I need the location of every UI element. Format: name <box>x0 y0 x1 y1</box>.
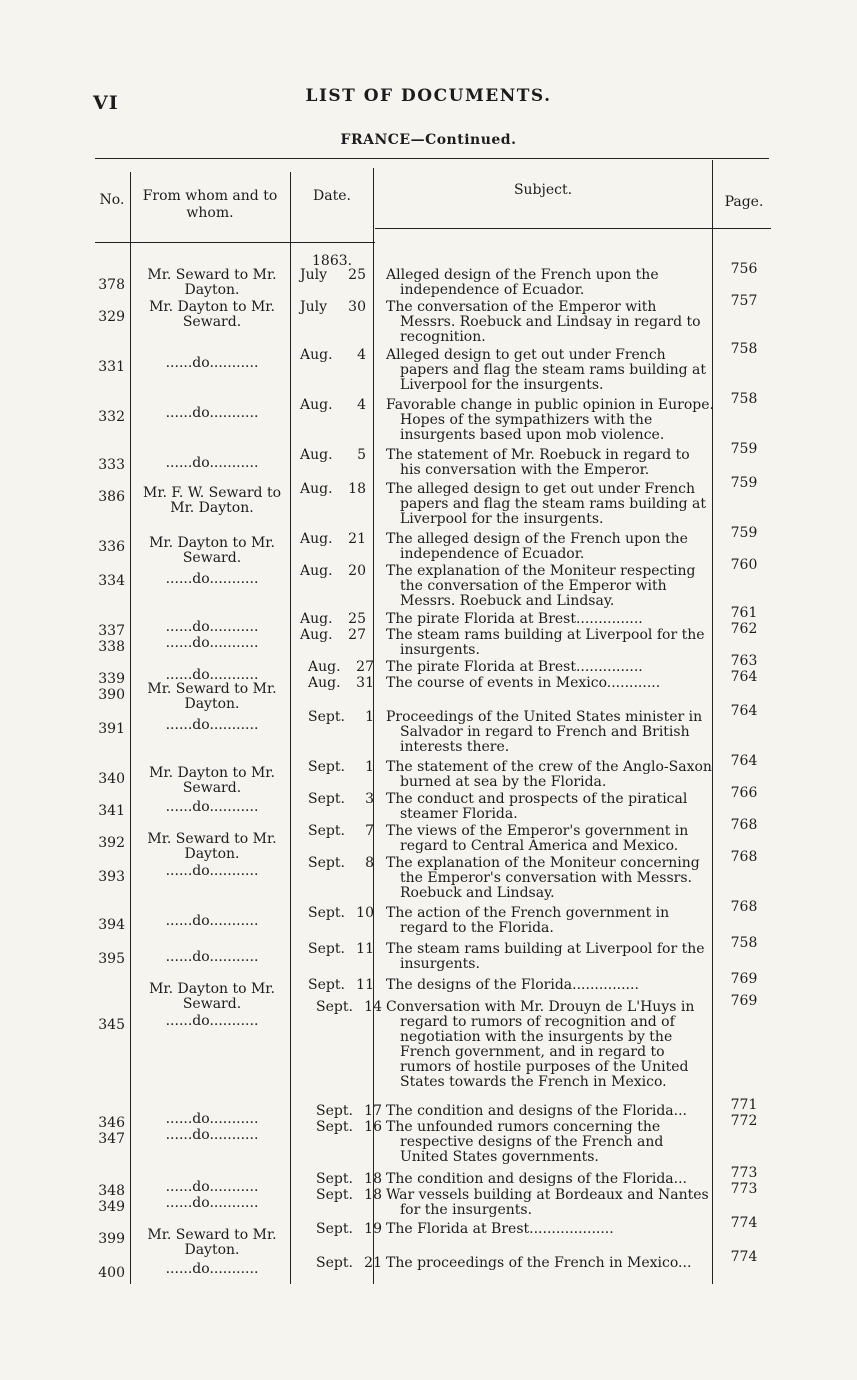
row-subject: The steam rams building at Liverpool for the insurgents. <box>386 627 705 658</box>
row-date <box>300 482 380 497</box>
row-subject: Favorable change in public opinion in Europe. Hopes of the sympathizers with the insurgents based upon mob violence. <box>386 397 714 443</box>
row-date-month: Aug. <box>300 447 333 463</box>
row-subject: Conversation with Mr. Drouyn de L'Huys in regard to rumors of recognition and of negotiation with the insurgents by the French government, and in regard to rumors of hostile purposes of the United States towards the French in Mexico. <box>386 999 695 1090</box>
row-from-whom: ......do........... <box>165 635 259 651</box>
row-date-month: Sept. <box>308 823 345 839</box>
row-subject: The course of events in Mexico............ <box>386 675 661 691</box>
row-page: 773 <box>730 1165 758 1181</box>
row-page: 774 <box>730 1249 758 1265</box>
row-date-month: Aug. <box>300 627 333 643</box>
row-date-month: Sept. <box>308 941 345 957</box>
column-header-date: Date. <box>313 188 351 204</box>
row-date-day: 4 <box>357 347 366 363</box>
row-subject: The condition and designs of the Florida... <box>386 1171 687 1187</box>
row-date <box>308 978 388 993</box>
row-page: 756 <box>730 261 758 277</box>
row-subject: The statement of the crew of the Anglo-Saxon burned at sea by the Florida. <box>386 759 712 790</box>
row-number: 386 <box>98 489 125 505</box>
row-number: 341 <box>98 803 125 819</box>
row-date <box>300 612 380 627</box>
row-date <box>316 1104 396 1119</box>
row-date-day: 3 <box>365 791 374 807</box>
row-from-whom: ......do........... <box>165 1127 259 1143</box>
row-date-day: 25 <box>348 267 366 283</box>
row-date-month: Sept. <box>308 855 345 871</box>
row-date-month: Aug. <box>300 397 333 413</box>
row-subject: The explanation of the Moniteur concerning the Emperor's conversation with Messrs. Roebuck and Lindsay. <box>386 855 700 901</box>
row-number: 390 <box>98 687 125 703</box>
row-number: 348 <box>98 1183 125 1199</box>
row-page: 771 <box>730 1097 758 1113</box>
row-date-day: 27 <box>348 627 366 643</box>
column-rule-1 <box>130 172 131 1284</box>
row-number: 378 <box>98 277 125 293</box>
row-subject: The Florida at Brest................... <box>386 1221 614 1237</box>
row-page: 773 <box>730 1181 758 1197</box>
row-number: 332 <box>98 409 125 425</box>
row-page: 760 <box>730 557 758 573</box>
row-from-whom: ......do........... <box>165 455 259 471</box>
row-from-whom: Mr. F. W. Seward to Mr. Dayton. <box>142 485 282 516</box>
row-from-whom: ......do........... <box>165 1195 259 1211</box>
row-date <box>316 1000 396 1015</box>
row-date <box>308 760 388 775</box>
row-number: 349 <box>98 1199 125 1215</box>
row-date-month: Sept. <box>316 1171 353 1187</box>
row-date <box>316 1222 396 1237</box>
row-subject: The views of the Emperor's government in regard to Central America and Mexico. <box>386 823 689 854</box>
row-subject: The proceedings of the French in Mexico... <box>386 1255 692 1271</box>
page-title: LIST OF DOCUMENTS. <box>305 86 552 106</box>
row-date-month: Aug. <box>300 611 333 627</box>
row-from-whom: ......do........... <box>165 863 259 879</box>
row-from-whom: ......do........... <box>165 619 259 635</box>
row-number: 346 <box>98 1115 125 1131</box>
row-date-month: Sept. <box>308 977 345 993</box>
row-date-month: July <box>300 299 328 315</box>
row-date <box>300 398 380 413</box>
row-date <box>316 1172 396 1187</box>
row-page: 758 <box>730 935 758 951</box>
row-date-day: 18 <box>364 1171 382 1187</box>
row-from-whom: Mr. Dayton to Mr. Seward. <box>149 535 275 566</box>
row-date-day: 1 <box>365 759 374 775</box>
row-date-day: 18 <box>348 481 366 497</box>
row-date-day: 19 <box>364 1221 382 1237</box>
row-date <box>316 1256 396 1271</box>
row-from-whom: ......do........... <box>165 355 259 371</box>
row-from-whom: ......do........... <box>165 1013 259 1029</box>
row-date <box>308 856 388 871</box>
row-date-day: 8 <box>365 855 374 871</box>
row-subject: Proceedings of the United States minister in Salvador in regard to French and British interests there. <box>386 709 703 755</box>
row-date-month: Sept. <box>316 1187 353 1203</box>
row-date-month: Sept. <box>308 709 345 725</box>
row-page: 763 <box>730 653 758 669</box>
row-page: 768 <box>730 817 758 833</box>
row-subject: Alleged design of the French upon the independence of Ecuador. <box>386 267 659 298</box>
row-date <box>308 906 388 921</box>
row-page: 762 <box>730 621 758 637</box>
row-date-month: July <box>300 267 328 283</box>
row-date-day: 20 <box>348 563 366 579</box>
row-date-day: 18 <box>364 1187 382 1203</box>
row-date-day: 7 <box>365 823 374 839</box>
row-number: 395 <box>98 951 125 967</box>
row-date-month: Aug. <box>300 481 333 497</box>
row-date <box>308 942 388 957</box>
row-date-month: Sept. <box>316 1255 353 1271</box>
row-number: 336 <box>98 539 125 555</box>
row-date-day: 21 <box>348 531 366 547</box>
row-number: 340 <box>98 771 125 787</box>
row-date <box>308 792 388 807</box>
row-date-month: Sept. <box>316 1221 353 1237</box>
row-number: 400 <box>98 1265 125 1281</box>
row-subject: The unfounded rumors concerning the respective designs of the French and United States governments. <box>386 1119 664 1165</box>
row-subject: The action of the French government in regard to the Florida. <box>386 905 670 936</box>
row-subject: The condition and designs of the Florida... <box>386 1103 687 1119</box>
row-date-month: Sept. <box>308 791 345 807</box>
row-date-day: 5 <box>357 447 366 463</box>
row-from-whom: Mr. Seward to Mr. Dayton. <box>147 831 277 862</box>
row-date-day: 17 <box>364 1103 382 1119</box>
row-from-whom: Mr. Seward to Mr. Dayton. <box>147 1227 277 1258</box>
row-number: 329 <box>98 309 125 325</box>
row-subject: The statement of Mr. Roebuck in regard to his conversation with the Emperor. <box>386 447 690 478</box>
row-number: 337 <box>98 623 125 639</box>
page-subtitle: FRANCE—Continued. <box>340 132 517 148</box>
row-page: 772 <box>730 1113 758 1129</box>
row-page: 759 <box>730 525 758 541</box>
row-number: 334 <box>98 573 125 589</box>
row-page: 769 <box>730 971 758 987</box>
row-number: 347 <box>98 1131 125 1147</box>
row-date <box>316 1120 396 1135</box>
row-from-whom: ......do........... <box>165 799 259 815</box>
row-date-day: 11 <box>356 941 374 957</box>
row-page: 774 <box>730 1215 758 1231</box>
row-date <box>300 300 380 315</box>
row-date-month: Sept. <box>316 1103 353 1119</box>
row-page: 757 <box>730 293 758 309</box>
row-subject: The pirate Florida at Brest............... <box>386 659 643 675</box>
row-date <box>300 268 380 283</box>
row-number: 394 <box>98 917 125 933</box>
row-date-day: 1 <box>365 709 374 725</box>
row-date-day: 31 <box>356 675 374 691</box>
row-page: 766 <box>730 785 758 801</box>
row-subject: The conversation of the Emperor with Messrs. Roebuck and Lindsay in regard to recognition. <box>386 299 701 345</box>
row-date <box>300 448 380 463</box>
row-from-whom: ......do........... <box>165 1179 259 1195</box>
row-date-day: 10 <box>356 905 374 921</box>
row-number: 338 <box>98 639 125 655</box>
row-date <box>300 348 380 363</box>
row-date-day: 25 <box>348 611 366 627</box>
row-page: 759 <box>730 475 758 491</box>
row-from-whom: ......do........... <box>165 717 259 733</box>
row-page: 764 <box>730 669 758 685</box>
row-subject: The steam rams building at Liverpool for the insurgents. <box>386 941 705 972</box>
row-date-day: 30 <box>348 299 366 315</box>
row-date-day: 16 <box>364 1119 382 1135</box>
row-number: 399 <box>98 1231 125 1247</box>
row-number: 331 <box>98 359 125 375</box>
row-subject: The explanation of the Moniteur respecting the conversation of the Emperor with Messrs. Roebuck and Lindsay. <box>386 563 696 609</box>
row-date-month: Aug. <box>300 347 333 363</box>
row-date-day: 11 <box>356 977 374 993</box>
row-page: 758 <box>730 391 758 407</box>
year-label: 1863. <box>312 253 353 269</box>
row-page: 758 <box>730 341 758 357</box>
row-from-whom: ......do........... <box>165 667 259 683</box>
table-top-rule <box>95 158 769 159</box>
row-from-whom: ......do........... <box>165 1261 259 1277</box>
row-subject: The alleged design to get out under French papers and flag the steam rams building at Liverpool for the insurgents. <box>386 481 707 527</box>
column-header-page: Page. <box>724 194 764 210</box>
row-number: 393 <box>98 869 125 885</box>
row-from-whom: Mr. Seward to Mr. Dayton. <box>147 681 277 712</box>
row-from-whom: ......do........... <box>165 571 259 587</box>
row-date <box>300 564 380 579</box>
column-header-from: From whom and to whom. <box>142 188 278 221</box>
row-subject: The designs of the Florida............... <box>386 977 639 993</box>
row-date-month: Sept. <box>316 999 353 1015</box>
row-date-day: 21 <box>364 1255 382 1271</box>
row-date <box>308 710 388 725</box>
row-date <box>300 532 380 547</box>
row-from-whom: ......do........... <box>165 913 259 929</box>
row-date-month: Sept. <box>316 1119 353 1135</box>
row-from-whom: ......do........... <box>165 405 259 421</box>
row-page: 761 <box>730 605 758 621</box>
row-number: 391 <box>98 721 125 737</box>
row-from-whom: ......do........... <box>165 1111 259 1127</box>
row-subject: War vessels building at Bordeaux and Nantes for the insurgents. <box>386 1187 709 1218</box>
row-number: 392 <box>98 835 125 851</box>
row-date <box>308 660 388 675</box>
row-number: 333 <box>98 457 125 473</box>
row-date-day: 27 <box>356 659 374 675</box>
row-date <box>300 628 380 643</box>
row-page: 759 <box>730 441 758 457</box>
row-date <box>308 676 388 691</box>
row-date <box>316 1188 396 1203</box>
row-page: 769 <box>730 993 758 1009</box>
row-date-month: Aug. <box>300 563 333 579</box>
column-header-no: No. <box>99 192 125 208</box>
row-number: 339 <box>98 671 125 687</box>
row-date-month: Sept. <box>308 759 345 775</box>
header-bottom-rule-left <box>95 242 375 243</box>
row-number: 345 <box>98 1017 125 1033</box>
row-date-month: Aug. <box>308 675 341 691</box>
row-date-month: Aug. <box>308 659 341 675</box>
row-page: 764 <box>730 753 758 769</box>
row-date-day: 4 <box>357 397 366 413</box>
row-from-whom: Mr. Dayton to Mr. Seward. <box>149 765 275 796</box>
row-date-day: 14 <box>364 999 382 1015</box>
row-subject: The alleged design of the French upon the independence of Ecuador. <box>386 531 688 562</box>
row-subject: The pirate Florida at Brest............... <box>386 611 643 627</box>
row-date-month: Aug. <box>300 531 333 547</box>
row-page: 764 <box>730 703 758 719</box>
row-subject: The conduct and prospects of the piratical steamer Florida. <box>386 791 688 822</box>
row-page: 768 <box>730 899 758 915</box>
column-header-subject: Subject. <box>513 182 573 198</box>
row-date-month: Sept. <box>308 905 345 921</box>
page-number: VI <box>93 92 119 114</box>
row-page: 768 <box>730 849 758 865</box>
row-from-whom: Mr. Dayton to Mr. Seward. <box>149 299 275 330</box>
row-date <box>308 824 388 839</box>
row-from-whom: ......do........... <box>165 949 259 965</box>
row-from-whom: Mr. Dayton to Mr. Seward. <box>149 981 275 1012</box>
row-from-whom: Mr. Seward to Mr. Dayton. <box>147 267 277 298</box>
row-subject: Alleged design to get out under French papers and flag the steam rams building at Liverpool for the insurgents. <box>386 347 707 393</box>
